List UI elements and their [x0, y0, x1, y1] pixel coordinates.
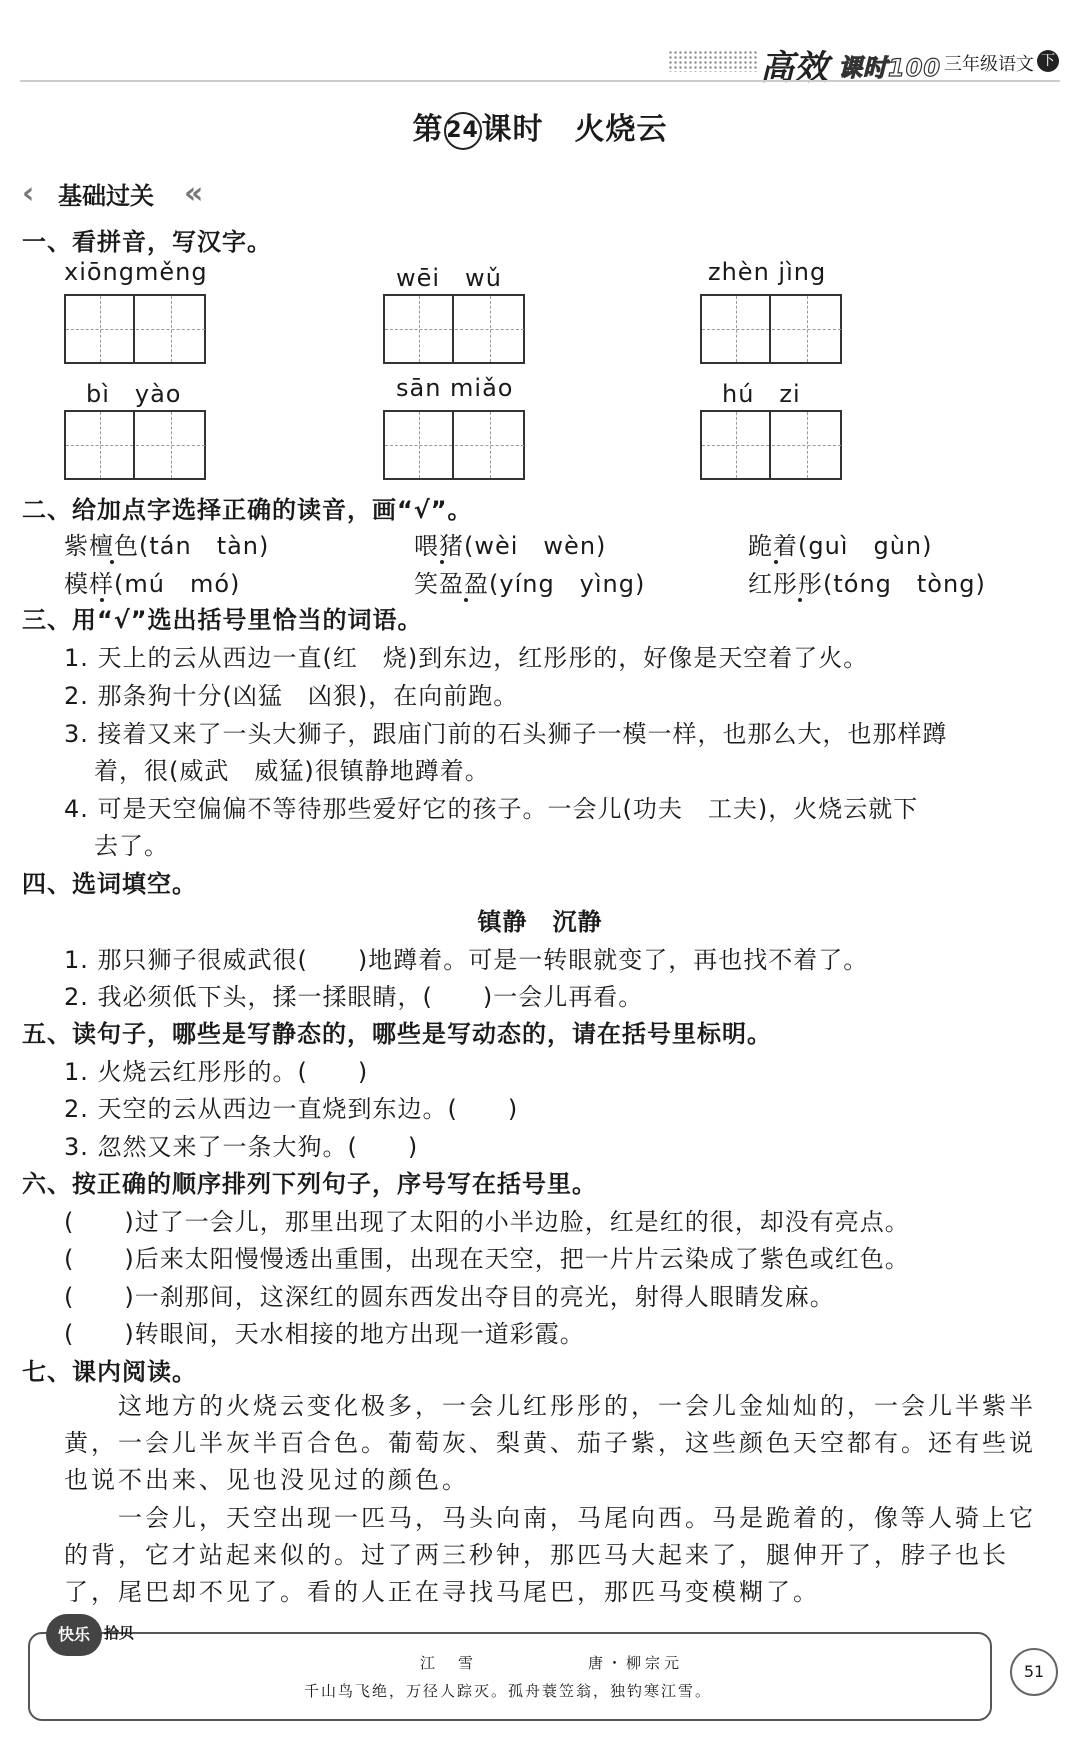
pinyin-4: bì yào	[86, 380, 182, 408]
q3-heading: 三、用“√”选出括号里恰当的词语。	[22, 606, 423, 634]
brand-logo-sub: 课时100	[838, 54, 942, 82]
section-banner	[22, 172, 202, 212]
q1-heading: 一、看拼音，写汉字。	[22, 228, 272, 256]
q3-line: 着，很(威武 威猛)很镇静地蹲着。	[94, 757, 490, 785]
q6-line: ( )一刹那间，这深红的圆东西发出夺目的亮光，射得人眼睛发麻。	[64, 1283, 835, 1311]
pinyin-5: sān miǎo	[396, 374, 514, 402]
writing-grid[interactable]	[383, 410, 525, 480]
writing-grid[interactable]	[700, 410, 842, 480]
q6-line: ( )后来太阳慢慢透出重围，出现在天空，把一片片云染成了紫色或红色。	[64, 1245, 910, 1273]
emphasis-dot	[440, 560, 444, 564]
chevron-left-icon: ‹	[22, 176, 35, 211]
footer-badge-sub: 拾贝	[104, 1624, 135, 1642]
chevron-left-icon: «	[184, 176, 204, 211]
poem-body: 千山鸟飞绝，万径人踪灭。孤舟蓑笠翁，独钓寒江雪。	[303, 1682, 712, 1700]
q3-line: 2. 那条狗十分(凶猛 凶狠)，在向前跑。	[64, 682, 519, 710]
pinyin-2: wēi wǔ	[396, 264, 502, 292]
q6-line: ( )过了一会儿，那里出现了太阳的小半边脸，红是红的很，却没有亮点。	[64, 1208, 910, 1236]
writing-grid[interactable]	[700, 294, 842, 364]
q3-line: 3. 接着又来了一头大狮子，跟庙门前的石头狮子一模一样，也那么大，也那样蹲	[64, 720, 948, 748]
q4-line: 2. 我必须低下头，揉一揉眼睛，( )一会儿再看。	[64, 983, 644, 1011]
header-divider	[20, 80, 1060, 82]
q2-item: 喂猪(wèi wèn)	[414, 532, 607, 560]
page-number: 51	[1010, 1648, 1058, 1696]
writing-grid[interactable]	[64, 294, 206, 364]
q3-line: 去了。	[94, 832, 169, 860]
emphasis-dot	[464, 598, 468, 602]
q2-item: 跪着(guì gùn)	[748, 532, 933, 560]
q2-item: 紫檀色(tán tàn)	[64, 532, 270, 560]
q4-word-bank: 镇静 沉静	[477, 908, 603, 936]
footer-badge: 快乐	[46, 1614, 102, 1656]
q5-line: 1. 火烧云红彤彤的。( )	[64, 1058, 369, 1086]
volume-badge: 下	[1037, 50, 1059, 72]
q7-heading: 七、课内阅读。	[22, 1358, 197, 1386]
emphasis-dot	[774, 560, 778, 564]
grade-label: 三年级语文	[944, 54, 1034, 75]
brand-logo: 高效	[760, 48, 828, 88]
q3-line: 1. 天上的云从西边一直(红 烧)到东边，红彤彤的，好像是天空着了火。	[64, 644, 869, 672]
q5-heading: 五、读句子，哪些是写静态的，哪些是写动态的，请在括号里标明。	[22, 1020, 772, 1048]
writing-grid[interactable]	[64, 410, 206, 480]
q6-line: ( )转眼间，天水相接的地方出现一道彩霞。	[64, 1320, 585, 1348]
reading-paragraph-2: 一会儿，天空出现一匹马，马头向南，马尾向西。马是跪着的，像等人骑上它的背，它才站起来似的。过了两三秒钟，那匹马大起来了，腿伸开了，脖子也长了，尾巴却不见了。看的人正在寻找马尾巴，那匹马变模糊了。	[64, 1504, 1036, 1606]
q2-heading: 二、给加点字选择正确的读音，画“√”。	[22, 496, 473, 524]
q4-line: 1. 那只狮子很威武很( )地蹲着。可是一转眼就变了，再也找不着了。	[64, 946, 869, 974]
emphasis-dot	[110, 560, 114, 564]
poem-box	[28, 1632, 992, 1721]
q2-item: 笑盈盈(yíng yìng)	[414, 570, 646, 598]
pinyin-6: hú zi	[722, 380, 801, 408]
q5-line: 2. 天空的云从西边一直烧到东边。( )	[64, 1095, 519, 1123]
pinyin-1: xiōngměng	[64, 258, 208, 286]
lesson-number: 24	[444, 112, 482, 150]
reading-paragraph-1: 这地方的火烧云变化极多，一会儿红彤彤的，一会儿金灿灿的，一会儿半紫半黄，一会儿半灰半百合色。葡萄灰、梨黄、茄子紫，这些颜色天空都有。还有些说也说不出来、见也没见过的颜色。	[64, 1392, 1036, 1494]
section-banner-label: 基础过关	[52, 176, 160, 211]
header-decoration	[668, 50, 758, 72]
pinyin-3: zhèn jìng	[708, 258, 827, 286]
page-title: 第 24课时 火烧云	[0, 104, 1080, 150]
emphasis-dot	[798, 598, 802, 602]
q4-heading: 四、选词填空。	[22, 870, 197, 898]
writing-grid[interactable]	[383, 294, 525, 364]
poem-author: 唐・柳宗元	[588, 1654, 684, 1672]
q5-line: 3. 忽然又来了一条大狗。( )	[64, 1133, 419, 1161]
q2-item: 红彤彤(tóng tòng)	[748, 570, 986, 598]
poem-title: 江 雪	[420, 1654, 478, 1672]
q6-heading: 六、按正确的顺序排列下列句子，序号写在括号里。	[22, 1170, 597, 1198]
q2-item: 模样(mú mó)	[64, 570, 241, 598]
q3-line: 4. 可是天空偏偏不等待那些爱好它的孩子。一会儿(功夫 工夫)，火烧云就下	[64, 795, 919, 823]
